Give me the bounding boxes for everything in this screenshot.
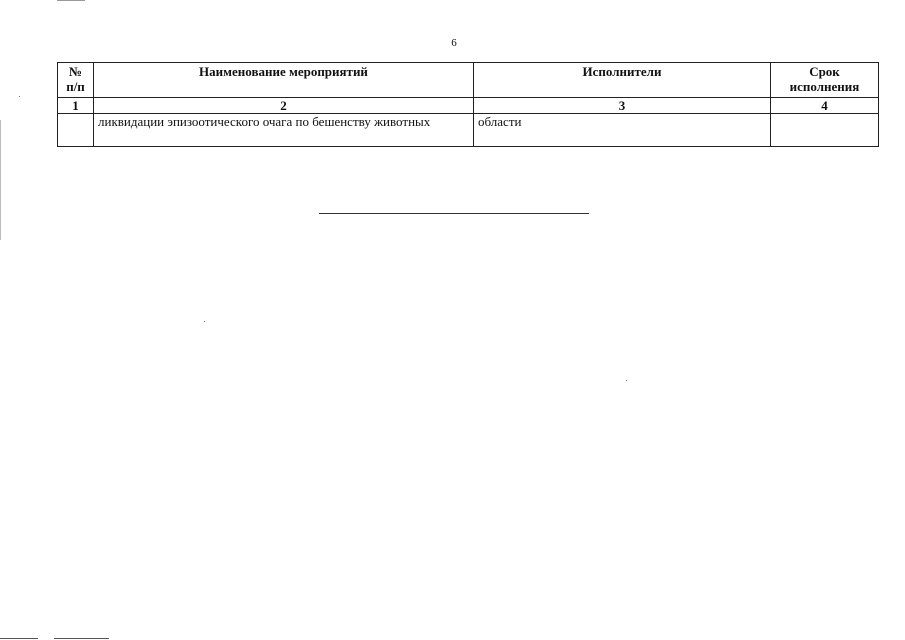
scan-speck xyxy=(204,321,205,322)
deadline-cell xyxy=(771,114,879,147)
scan-artifact xyxy=(57,0,85,1)
header-executors: Исполнители xyxy=(474,63,771,98)
column-number: 3 xyxy=(474,98,771,114)
column-number: 2 xyxy=(94,98,474,114)
page-number: 6 xyxy=(451,37,457,49)
header-number: № п/п xyxy=(58,63,94,98)
table-row xyxy=(58,114,879,147)
scan-artifact xyxy=(0,638,38,639)
activities-table xyxy=(57,62,879,147)
document-end-line xyxy=(319,213,589,214)
column-number: 1 xyxy=(58,98,94,114)
activity-name-cell: ликвидации эпизоотического очага по бешенству животных xyxy=(94,114,474,147)
table-header-row xyxy=(58,63,879,98)
header-deadline: Срок исполнения xyxy=(771,63,879,98)
column-number-row xyxy=(58,98,879,114)
column-number: 4 xyxy=(771,98,879,114)
scan-speck xyxy=(19,96,20,97)
scan-artifact xyxy=(0,120,1,240)
header-activity-name: Наименование мероприятий xyxy=(94,63,474,98)
row-number-cell xyxy=(58,114,94,147)
scan-speck xyxy=(626,380,627,381)
executors-cell: области xyxy=(474,114,771,147)
scan-artifact xyxy=(54,638,109,639)
